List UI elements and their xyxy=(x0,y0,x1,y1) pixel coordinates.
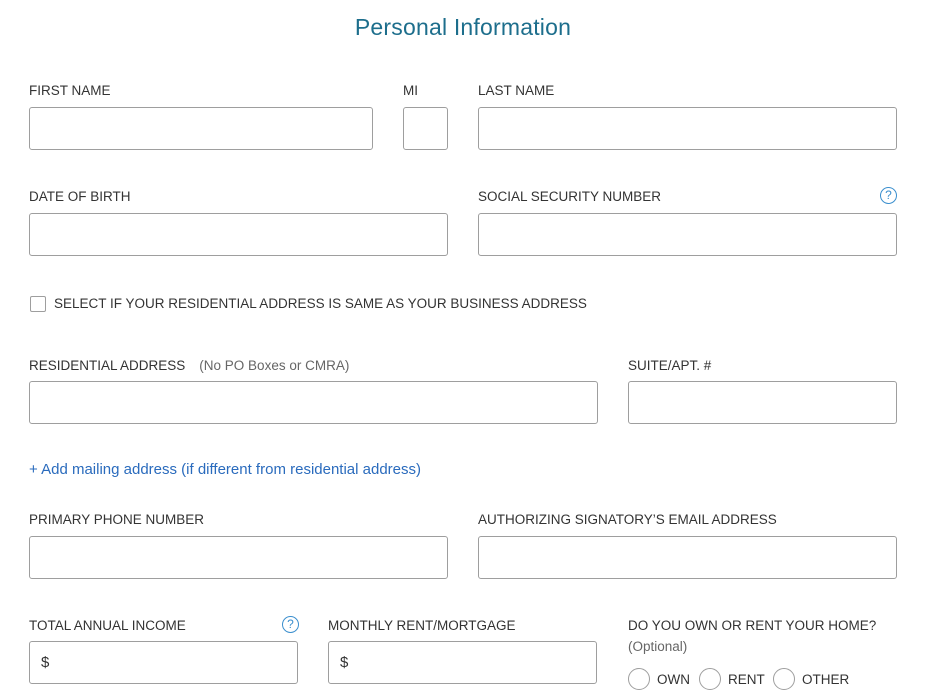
rent-label: MONTHLY RENT/MORTGAGE xyxy=(328,618,516,633)
rent-input[interactable] xyxy=(328,641,597,684)
page-title: Personal Information xyxy=(354,14,572,40)
dob-label: DATE OF BIRTH xyxy=(29,189,131,204)
rent-radio[interactable] xyxy=(699,668,721,690)
rent-radio-label: RENT xyxy=(728,672,765,687)
residential-address-note: (No PO Boxes or CMRA) xyxy=(199,358,350,373)
email-label: AUTHORIZING SIGNATORY’S EMAIL ADDRESS xyxy=(478,512,777,527)
email-input[interactable] xyxy=(478,536,897,579)
first-name-label: FIRST NAME xyxy=(29,83,111,98)
own-radio-label: OWN xyxy=(657,672,690,687)
own-radio[interactable] xyxy=(628,668,650,690)
income-help-icon[interactable]: ? xyxy=(282,616,299,633)
rent-currency-prefix: $ xyxy=(340,654,349,671)
residential-address-label xyxy=(29,358,349,373)
suite-label: SUITE/APT. # xyxy=(628,358,712,373)
ssn-help-icon[interactable]: ? xyxy=(880,187,897,204)
phone-label: PRIMARY PHONE NUMBER xyxy=(29,512,205,527)
own-rent-label: DO YOU OWN OR RENT YOUR HOME? xyxy=(628,618,877,633)
income-label: TOTAL ANNUAL INCOME xyxy=(29,618,186,633)
mi-label: MI xyxy=(403,83,418,98)
same-address-label: SELECT IF YOUR RESIDENTIAL ADDRESS IS SAME AS YOUR BUSINESS ADDRESS xyxy=(54,296,587,311)
mi-input[interactable] xyxy=(403,107,448,150)
phone-input[interactable] xyxy=(29,536,448,579)
income-currency-prefix: $ xyxy=(41,654,50,671)
same-address-checkbox[interactable] xyxy=(30,296,46,312)
last-name-label: LAST NAME xyxy=(478,83,555,98)
ssn-label: SOCIAL SECURITY NUMBER xyxy=(478,189,662,204)
income-input[interactable] xyxy=(29,641,298,684)
residential-address-label-text: RESIDENTIAL ADDRESS xyxy=(29,358,186,373)
last-name-input[interactable] xyxy=(478,107,897,150)
other-radio[interactable] xyxy=(773,668,795,690)
add-mailing-address-link[interactable]: + Add mailing address (if different from residential address) xyxy=(29,461,421,478)
ssn-input[interactable] xyxy=(478,213,897,256)
first-name-input[interactable] xyxy=(29,107,373,150)
residential-address-input[interactable] xyxy=(29,381,598,424)
suite-input[interactable] xyxy=(628,381,897,424)
other-radio-label: OTHER xyxy=(802,672,850,687)
own-rent-optional-note: (Optional) xyxy=(628,639,688,654)
dob-input[interactable] xyxy=(29,213,448,256)
